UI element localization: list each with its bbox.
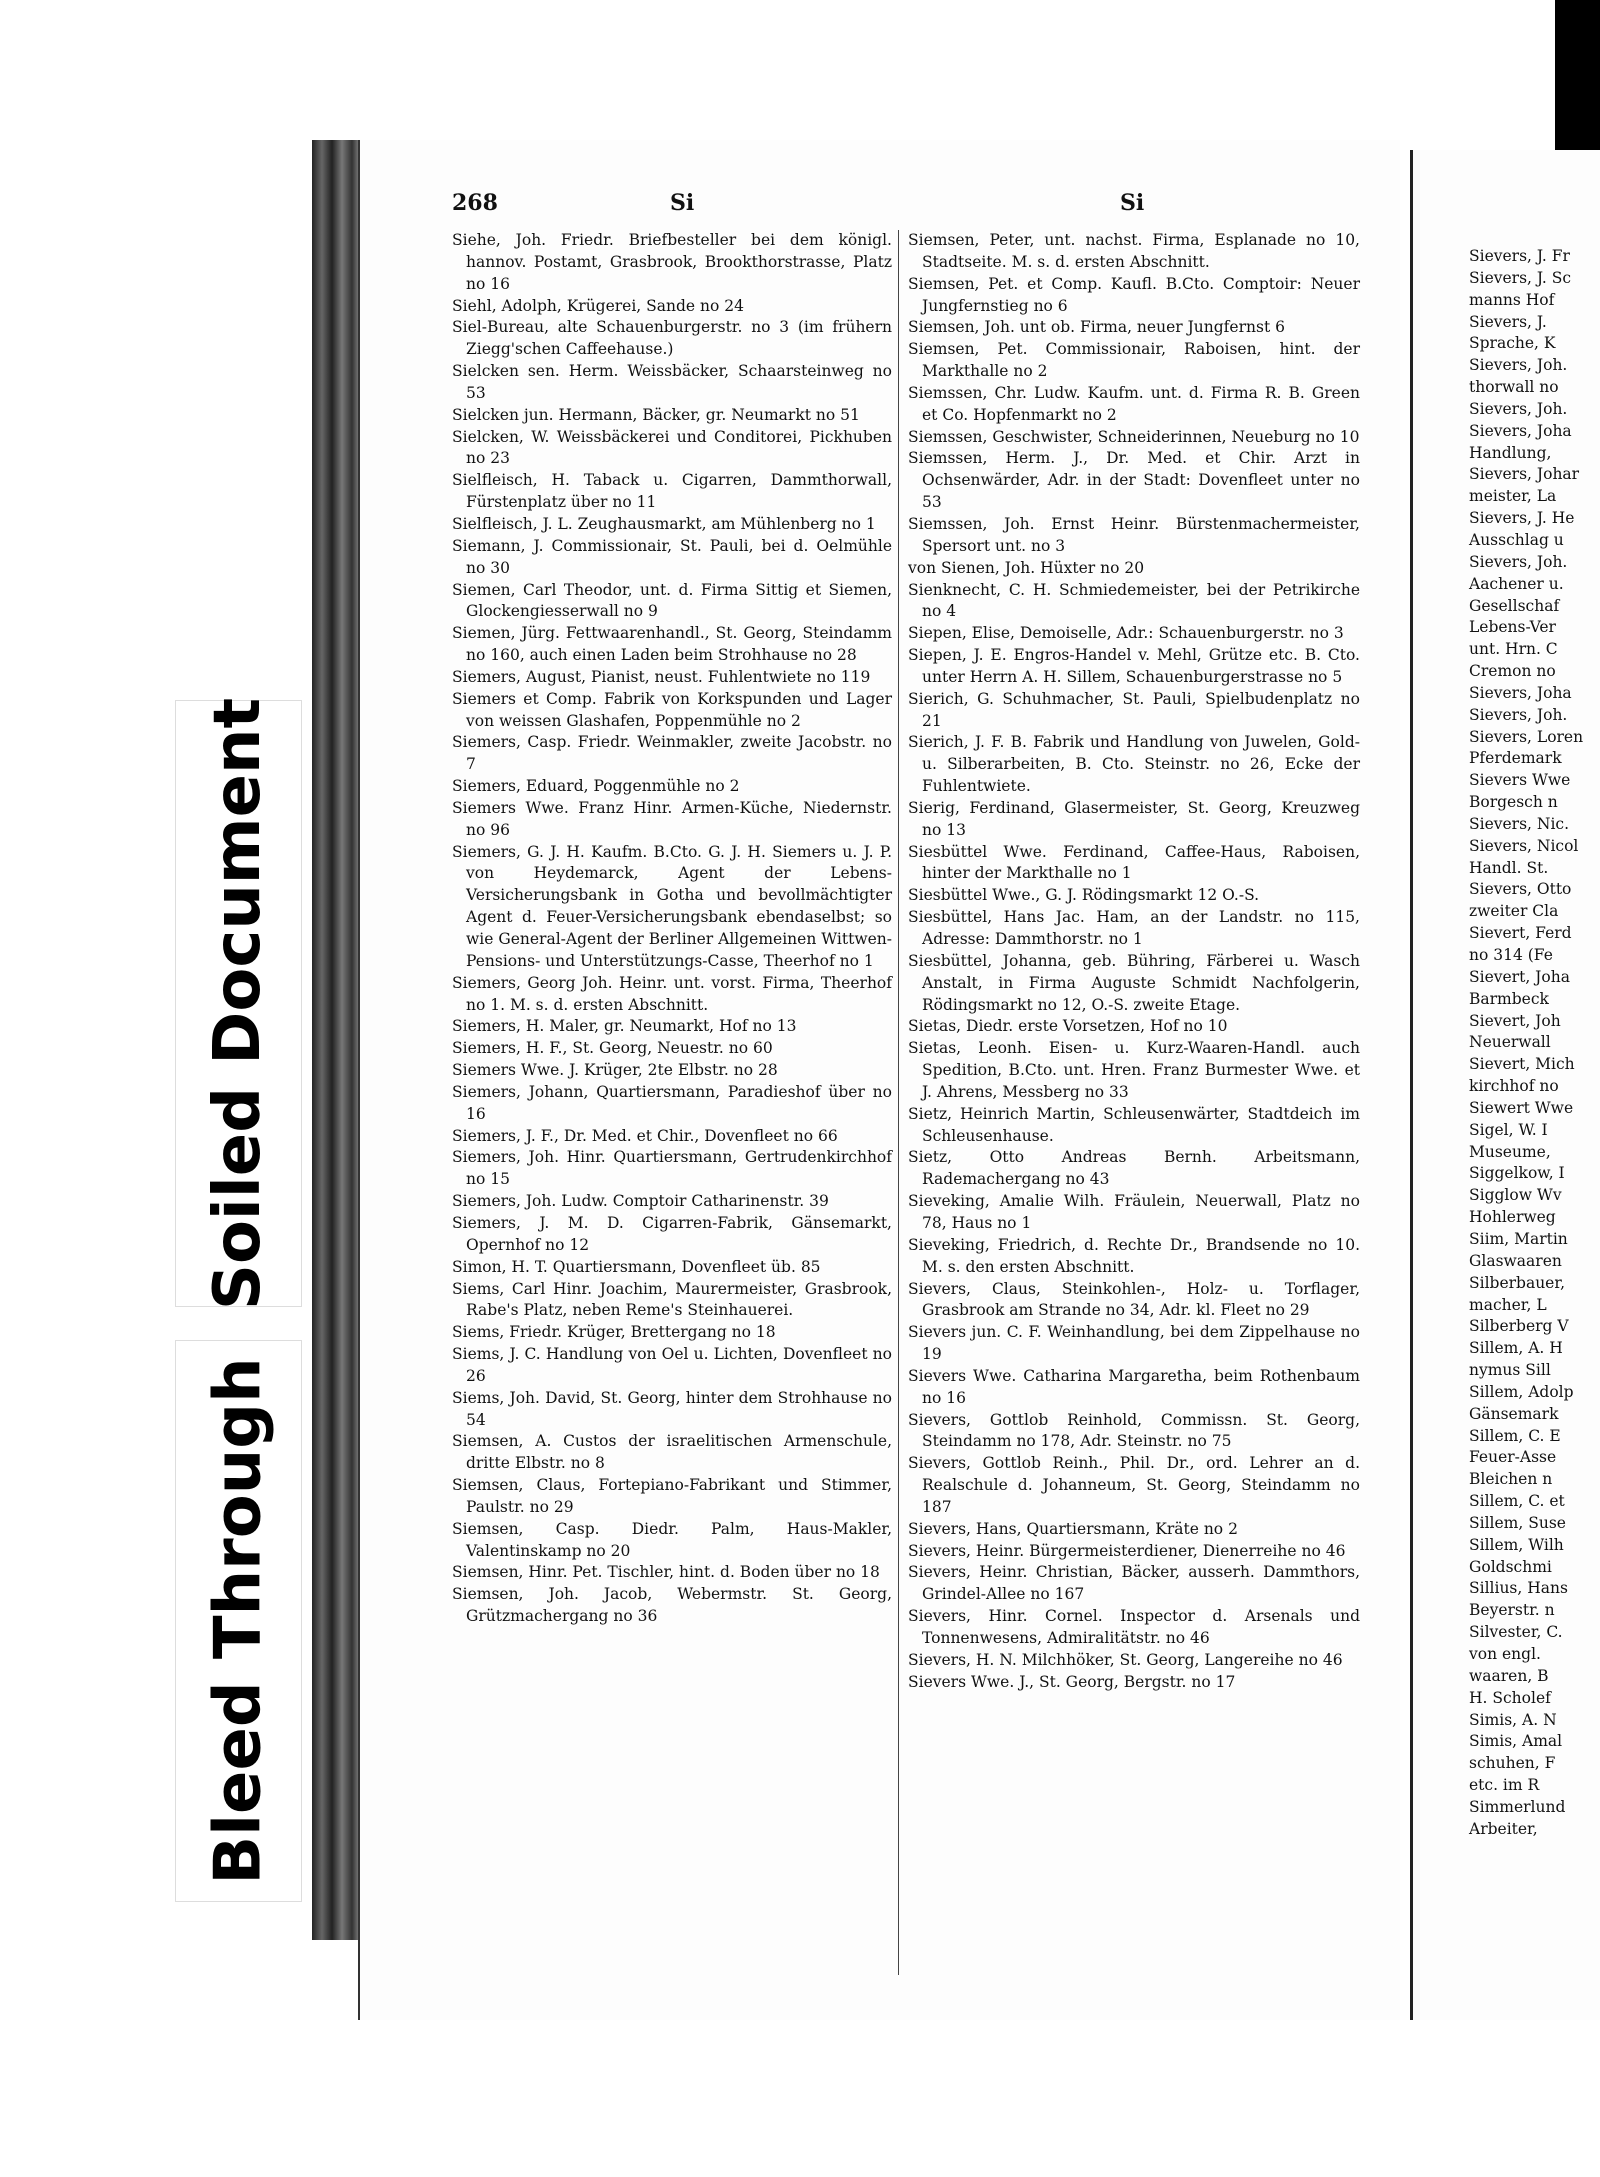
directory-entry: Goldschmi <box>1469 1557 1552 1576</box>
directory-entry: Siemers, G. J. H. Kaufm. B.Cto. G. J. H. Siemers u. J. P. von Heydemarck, Agent der Lebens-Versicherungsbank in Gotha und bevollmächtigter Agent d. Feuer-Versicherungsbank ebendaselbst; so wie General-Agent der Berliner Allgemeinen Wittwen-Pensions- und Unterstützungs-Casse, Theerhof no 1 <box>452 842 892 970</box>
directory-entry: Sievert, Joha <box>1469 967 1570 986</box>
directory-entry: von Sienen, Joh. Hüxter no 20 <box>908 558 1145 577</box>
directory-entry: Simis, Amal <box>1469 1732 1563 1751</box>
directory-entry: Sievert, Joh <box>1469 1011 1561 1030</box>
directory-entry: Sievers, Gottlob Reinh., Phil. Dr., ord. Lehrer an d. Realschule d. Johanneum, St. Georg, Steindamm no 187 <box>908 1454 1360 1516</box>
directory-entry: Sievers, Heinr. Christian, Bäcker, ausserh. Dammthors, Grindel-Allee no 167 <box>908 1563 1360 1604</box>
directory-entry: Sievers, Joh. <box>1469 356 1568 375</box>
soiled-document-label: Soiled Document <box>175 700 302 1307</box>
directory-entry: H. Scholef <box>1469 1688 1551 1707</box>
directory-entry: Sierich, G. Schuhmacher, St. Pauli, Spielbudenplatz no 21 <box>908 689 1360 730</box>
directory-entry: manns Hof <box>1469 290 1555 309</box>
directory-entry: thorwall no <box>1469 378 1559 397</box>
directory-entry: von engl. <box>1469 1645 1541 1663</box>
directory-entry: Sietas, Diedr. erste Vorsetzen, Hof no 10 <box>908 1017 1228 1036</box>
directory-entry: Siemers Wwe. Franz Hinr. Armen-Küche, Niedernstr. no 96 <box>452 798 892 839</box>
directory-entry: Bleichen n <box>1469 1470 1553 1489</box>
directory-entry: Siemers, Eduard, Poggenmühle no 2 <box>452 777 740 796</box>
directory-entry: Siems, Joh. David, St. Georg, hinter dem Strohhause no 54 <box>452 1388 892 1429</box>
directory-entry: Pferdemark <box>1469 749 1562 768</box>
directory-entry: Sievers, Nicol <box>1469 836 1579 855</box>
directory-entry: Sievers, Hans, Quartiersmann, Kräte no 2 <box>908 1519 1238 1538</box>
directory-entry: etc. im R <box>1469 1776 1540 1795</box>
directory-entry: Siemers, Johann, Quartiersmann, Paradieshof über no 16 <box>452 1082 892 1123</box>
directory-entry: Siehe, Joh. Friedr. Briefbesteller bei dem königl. hannov. Postamt, Grasbrook, Brookthorstrasse, Platz no 16 <box>452 231 892 293</box>
directory-entry: Sievers, J. Fr <box>1469 247 1570 265</box>
directory-entry: Gesellschaf <box>1469 596 1560 615</box>
directory-entry: Siepen, Elise, Demoiselle, Adr.: Schauenburgerstr. no 3 <box>908 624 1344 643</box>
directory-entry: Siim, Martin <box>1469 1229 1568 1248</box>
directory-entry: Sietz, Heinrich Martin, Schleusenwärter, Stadtdeich im Schleusenhause. <box>908 1104 1360 1145</box>
directory-entry: Siems, Carl Hinr. Joachim, Maurermeister, Grasbrook, Rabe's Platz, neben Reme's Steinhauerei. <box>452 1279 892 1320</box>
directory-entry: Sievers, J. Sc <box>1469 268 1572 287</box>
directory-entry: Ausschlag u <box>1469 530 1564 549</box>
right-column <box>908 230 1360 1694</box>
directory-entry: Sietas, Leonh. Eisen- u. Kurz-Waaren-Handl. auch Spedition, B.Cto. unt. Hren. Franz Burmester Wwe. et J. Ahrens, Messberg no 33 <box>908 1039 1360 1101</box>
directory-entry: Sievers, Hinr. Cornel. Inspector d. Arsenals und Tonnenwesens, Admiralitätstr. no 46 <box>908 1607 1360 1647</box>
directory-entry: Siemsen, Pet. et Comp. Kaufl. B.Cto. Comptoir: Neuer Jungfernstieg no 6 <box>908 274 1360 315</box>
directory-entry: Sievert, Ferd <box>1469 924 1572 943</box>
left-running-head: Si <box>670 190 695 216</box>
directory-entry: Sievers, Heinr. Bürgermeisterdiener, Dienerreihe no 46 <box>908 1541 1346 1560</box>
directory-entry: Sieveking, Amalie Wilh. Fräulein, Neuerwall, Platz no 78, Haus no 1 <box>908 1192 1360 1232</box>
directory-entry: Sielcken, W. Weissbäckerei und Conditorei, Pickhuben no 23 <box>452 427 892 468</box>
facing-page <box>1410 150 1600 2020</box>
directory-entry: Sievers, Joha <box>1469 683 1572 702</box>
directory-entry: Sievers, Otto <box>1469 880 1572 899</box>
directory-entry: Arbeiter, <box>1469 1819 1538 1838</box>
directory-entry: unt. Hrn. C <box>1469 640 1558 659</box>
directory-entry: Sievers, Johar <box>1469 465 1580 484</box>
directory-entry: no 314 (Fe <box>1469 946 1553 964</box>
directory-entry: Siel-Bureau, alte Schauenburgerstr. no 3 (im frühern Ziegg'schen Caffeehause.) <box>452 318 892 359</box>
directory-entry: Museume, <box>1469 1142 1551 1161</box>
directory-entry: Sievers, Nic. <box>1469 814 1570 833</box>
directory-entry: Siggelkow, I <box>1469 1164 1565 1183</box>
book-spine <box>312 140 362 1940</box>
directory-entry: Gänsemark <box>1469 1404 1559 1423</box>
scan-edge-bar <box>1555 0 1600 160</box>
directory-entry: zweiter Cla <box>1469 902 1559 921</box>
directory-entry: Siemers, Georg Joh. Heinr. unt. vorst. Firma, Theerhof no 1. M. s. d. ersten Abschnitt. <box>452 973 892 1014</box>
directory-entry: Sievers, Gottlob Reinhold, Commissn. St. Georg, Steindamm no 178, Adr. Steinstr. no 75 <box>908 1410 1360 1451</box>
directory-entry: Sievers, J. <box>1469 312 1547 331</box>
directory-entry: Siemers, J. M. D. Cigarren-Fabrik, Gänsemarkt, Opernhof no 12 <box>452 1213 892 1254</box>
directory-entry: Siemers, J. F., Dr. Med. et Chir., Dovenfleet no 66 <box>452 1126 838 1145</box>
scan-margin <box>1290 0 1600 140</box>
directory-entry: Borgesch n <box>1469 793 1558 812</box>
directory-entry: Sietz, Otto Andreas Bernh. Arbeitsmann, Rademachergang no 43 <box>908 1148 1360 1189</box>
directory-entry: Sillius, Hans <box>1469 1579 1568 1598</box>
column-divider <box>898 230 899 1975</box>
directory-entry: Sievers, Joha <box>1469 421 1572 440</box>
directory-entry: Simon, H. T. Quartiersmann, Dovenfleet üb. 85 <box>452 1257 821 1276</box>
directory-entry: Siemsen, Casp. Diedr. Palm, Haus-Makler, Valentinskamp no 20 <box>452 1519 892 1560</box>
directory-entry: Sievers, J. He <box>1469 509 1575 528</box>
directory-entry: Sienknecht, C. H. Schmiedemeister, bei der Petrikirche no 4 <box>908 580 1360 621</box>
bleed-through-label: Bleed Through <box>175 1340 302 1902</box>
directory-entry: Feuer-Asse <box>1469 1448 1557 1467</box>
directory-entry: Siemers, Casp. Friedr. Weinmakler, zweite Jacobstr. no 7 <box>452 733 892 774</box>
directory-entry: Sievert, Mich <box>1469 1055 1575 1074</box>
directory-entry: macher, L <box>1469 1295 1547 1314</box>
directory-entry: Siemsen, Hinr. Pet. Tischler, hint. d. Boden über no 18 <box>452 1563 880 1582</box>
page-number: 268 <box>452 190 498 216</box>
directory-entry: Handlung, <box>1469 443 1552 462</box>
directory-entry: Siemers et Comp. Fabrik von Korkspunden und Lager von weissen Glashafen, Poppenmühle no 2 <box>452 689 892 730</box>
directory-entry: Sigel, W. I <box>1469 1120 1548 1139</box>
directory-entry: Sievers, H. N. Milchhöker, St. Georg, Langereihe no 46 <box>908 1650 1343 1669</box>
directory-entry: Sievers, Loren <box>1469 727 1584 746</box>
directory-page <box>358 140 1400 2020</box>
directory-entry: Siemers, H. Maler, gr. Neumarkt, Hof no 13 <box>452 1017 797 1036</box>
directory-entry: Sievers, Joh. <box>1469 399 1568 418</box>
directory-entry: Barmbeck <box>1469 989 1549 1008</box>
directory-entry: Sielfleisch, J. L. Zeughausmarkt, am Mühlenberg no 1 <box>452 514 876 533</box>
directory-entry: Siesbüttel Wwe. Ferdinand, Caffee-Haus, Raboisen, hinter der Markthalle no 1 <box>908 842 1360 883</box>
directory-entry: Sillem, A. H <box>1469 1339 1563 1358</box>
directory-entry: Sievers, Joh. <box>1469 552 1568 571</box>
directory-entry: Aachener u. <box>1469 574 1564 593</box>
directory-entry: Sievers, Claus, Steinkohlen-, Holz- u. Torflager, Grasbrook am Strande no 34, Adr. kl. Fleet no 29 <box>908 1279 1360 1320</box>
directory-entry: Hohlerweg <box>1469 1208 1556 1227</box>
directory-entry: Sillem, C. E <box>1469 1426 1561 1445</box>
directory-entry: Silberberg V <box>1469 1317 1569 1336</box>
directory-entry: Sievers Wwe <box>1469 771 1571 790</box>
directory-entry: Silvester, C. <box>1469 1623 1563 1642</box>
page-header <box>360 190 1400 230</box>
facing-page-column <box>1469 246 1600 1841</box>
directory-entry: Glaswaaren <box>1469 1251 1562 1270</box>
directory-entry: Sillem, Adolp <box>1469 1382 1574 1401</box>
directory-entry: Siemssen, Herm. J., Dr. Med. et Chir. Arzt in Ochsenwärder, Adr. in der Stadt: Dovenfleet unter no 53 <box>908 449 1360 512</box>
directory-entry: Lebens-Ver <box>1469 618 1556 637</box>
directory-entry: schuhen, F <box>1469 1754 1556 1773</box>
directory-entry: Simmerlund <box>1469 1797 1566 1816</box>
directory-entry: Siemsen, Joh. unt ob. Firma, neuer Jungfernst 6 <box>908 318 1285 337</box>
directory-entry: Siemsen, Claus, Fortepiano-Fabrikant und Stimmer, Paulstr. no 29 <box>452 1476 892 1516</box>
directory-entry: Handl. St. <box>1469 858 1549 877</box>
directory-entry: Sievers Wwe. Catharina Margaretha, beim Rothenbaum no 16 <box>908 1366 1360 1407</box>
directory-entry: Simis, A. N <box>1469 1710 1557 1729</box>
directory-entry: Siemers, Joh. Hinr. Quartiersmann, Gertrudenkirchhof no 15 <box>452 1148 892 1189</box>
directory-entry: kirchhof no <box>1469 1077 1559 1096</box>
directory-entry: Sielcken sen. Herm. Weissbäcker, Schaarsteinweg no 53 <box>452 362 892 402</box>
directory-entry: Siems, Friedr. Krüger, Brettergang no 18 <box>452 1323 776 1342</box>
directory-entry: nymus Sill <box>1469 1361 1551 1380</box>
left-column <box>452 230 892 1628</box>
directory-entry: waaren, B <box>1469 1666 1549 1685</box>
directory-entry: Sieveking, Friedrich, d. Rechte Dr., Brandsende no 10. M. s. den ersten Abschnitt. <box>908 1235 1360 1276</box>
directory-entry: Siemsen, Peter, unt. nachst. Firma, Esplanade no 10, Stadtseite. M. s. d. ersten Abschnitt. <box>908 231 1360 271</box>
directory-entry: Sillem, C. et <box>1469 1492 1565 1511</box>
directory-entry: Siemen, Carl Theodor, unt. d. Firma Sittig et Siemen, Glockengiesserwall no 9 <box>452 580 892 621</box>
directory-entry: Siemers, Joh. Ludw. Comptoir Catharinenstr. 39 <box>452 1192 829 1211</box>
directory-entry: Sievers jun. C. F. Weinhandlung, bei dem Zippelhause no 19 <box>908 1323 1360 1364</box>
directory-entry: Siewert Wwe <box>1469 1098 1574 1117</box>
directory-entry: Siems, J. C. Handlung von Oel u. Lichten, Dovenfleet no 26 <box>452 1345 892 1385</box>
directory-entry: Sillem, Wilh <box>1469 1535 1564 1554</box>
directory-entry: Sierich, J. F. B. Fabrik und Handlung von Juwelen, Gold- u. Silberarbeiten, B. Cto. Steinstr. no 26, Ecke der Fuhlentwiete. <box>908 733 1360 796</box>
directory-entry: Siemers, H. F., St. Georg, Neuestr. no 60 <box>452 1039 773 1058</box>
directory-entry: Siemsen, Pet. Commissionair, Raboisen, hint. der Markthalle no 2 <box>908 340 1360 381</box>
directory-entry: Cremon no <box>1469 662 1556 681</box>
directory-entry: Siehl, Adolph, Krügerei, Sande no 24 <box>452 296 744 315</box>
directory-entry: meister, La <box>1469 487 1557 506</box>
directory-entry: Sigglow Wv <box>1469 1186 1562 1205</box>
directory-entry: Siemen, Jürg. Fettwaarenhandl., St. Georg, Steindamm no 160, auch einen Laden beim Strohhause no 28 <box>452 624 892 665</box>
right-running-head: Si <box>1120 190 1145 216</box>
directory-entry: Siemssen, Geschwister, Schneiderinnen, Neueburg no 10 <box>908 427 1360 446</box>
directory-entry: Siemssen, Joh. Ernst Heinr. Bürstenmachermeister, Spersort unt. no 3 <box>908 514 1360 555</box>
directory-entry: Siemsen, Joh. Jacob, Webermstr. St. Georg, Grützmachergang no 36 <box>452 1585 892 1626</box>
directory-entry: Siemssen, Chr. Ludw. Kaufm. unt. d. Firma R. B. Green et Co. Hopfenmarkt no 2 <box>908 383 1360 424</box>
directory-entry: Beyerstr. n <box>1469 1601 1555 1620</box>
directory-entry: Siemsen, A. Custos der israelitischen Armenschule, dritte Elbstr. no 8 <box>452 1432 892 1473</box>
directory-entry: Siemers, August, Pianist, neust. Fuhlentwiete no 119 <box>452 667 871 686</box>
directory-entry: Sprache, K <box>1469 334 1556 353</box>
directory-entry: Siesbüttel Wwe., G. J. Rödingsmarkt 12 O.-S. <box>908 886 1260 905</box>
directory-entry: Siemann, J. Commissionair, St. Pauli, bei d. Oelmühle no 30 <box>452 536 892 577</box>
directory-entry: Sielcken jun. Hermann, Bäcker, gr. Neumarkt no 51 <box>452 405 860 424</box>
directory-entry: Silberbauer, <box>1469 1273 1565 1292</box>
directory-entry: Sievers Wwe. J., St. Georg, Bergstr. no 17 <box>908 1672 1236 1691</box>
directory-entry: Siesbüttel, Johanna, geb. Bühring, Färberei u. Wasch Anstalt, in Firma Auguste Schmidt Nachfolgerin, Rödingsmarkt no 12, O.-S. zweite Etage. <box>908 951 1360 1014</box>
directory-entry: Neuerwall <box>1469 1033 1551 1052</box>
directory-entry: Sierig, Ferdinand, Glasermeister, St. Georg, Kreuzweg no 13 <box>908 798 1360 839</box>
directory-entry: Sillem, Suse <box>1469 1513 1566 1532</box>
directory-entry: Sievers, Joh. <box>1469 705 1568 724</box>
directory-entry: Sielfleisch, H. Taback u. Cigarren, Dammthorwall, Fürstenplatz über no 11 <box>452 471 892 512</box>
directory-entry: Siemers Wwe. J. Krüger, 2te Elbstr. no 28 <box>452 1061 778 1080</box>
directory-entry: Siepen, J. E. Engros-Handel v. Mehl, Grütze etc. B. Cto. unter Herrn A. H. Sillem, Schauenburgerstrasse no 5 <box>908 646 1360 686</box>
directory-entry: Siesbüttel, Hans Jac. Ham, an der Landstr. no 115, Adresse: Dammthorstr. no 1 <box>908 908 1360 948</box>
